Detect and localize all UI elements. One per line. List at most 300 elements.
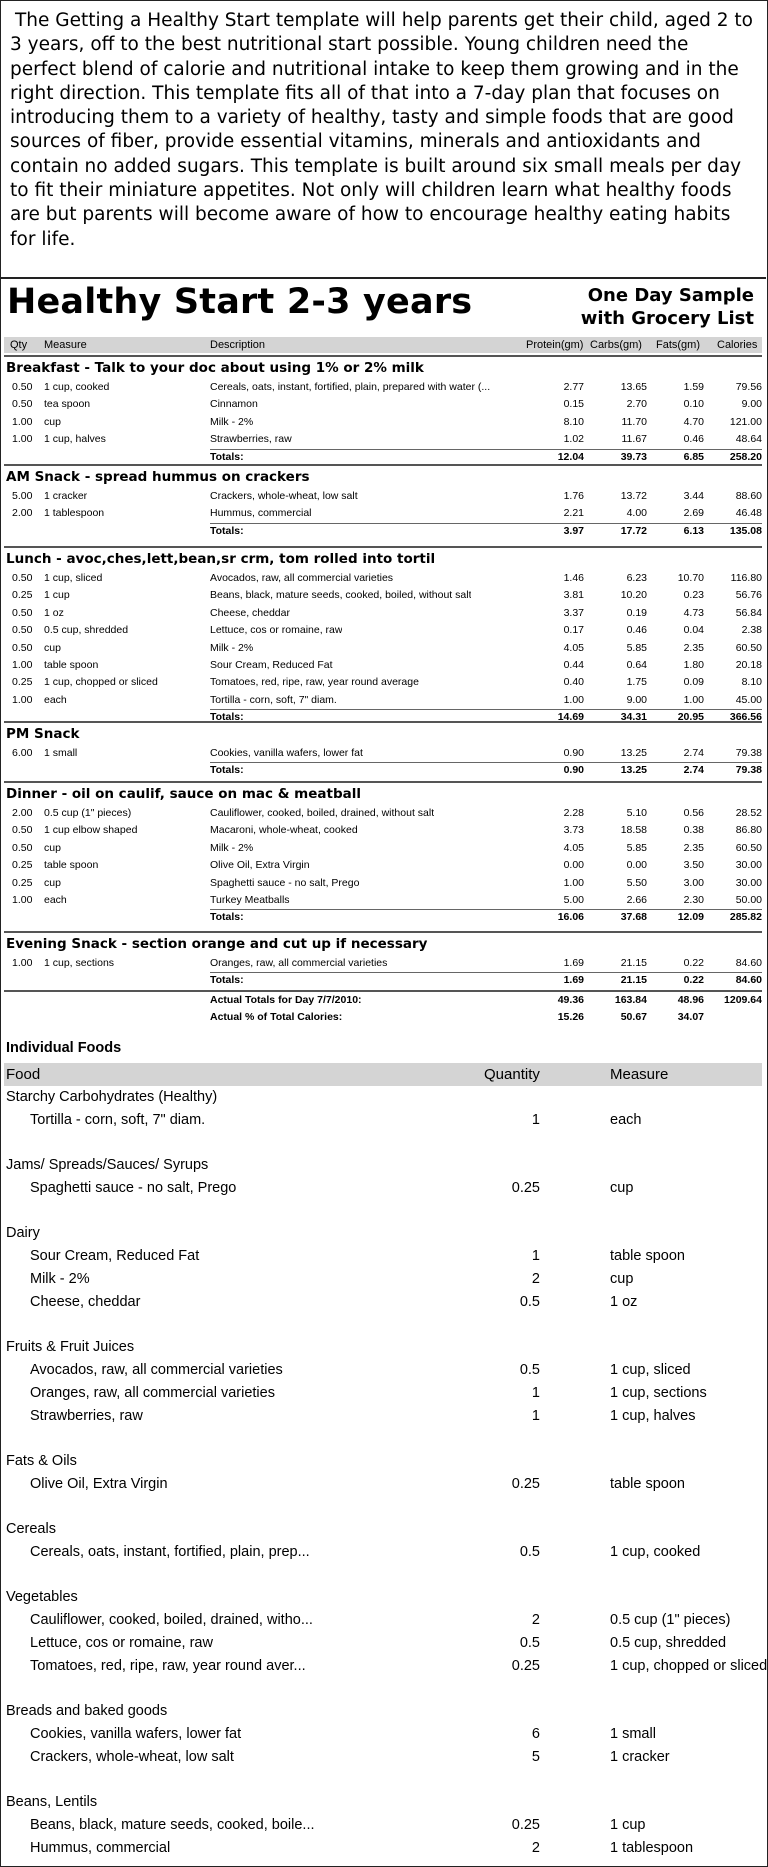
item-calories: 79.38 bbox=[735, 747, 762, 759]
totals-calories: 366.56 bbox=[729, 711, 762, 724]
food-category: Fruits & Fruit Juices bbox=[6, 1339, 135, 1355]
food-quantity: 0.25 bbox=[511, 1658, 540, 1674]
item-fats: 1.80 bbox=[683, 658, 704, 671]
meal-section bbox=[4, 931, 762, 990]
food-name: Beans, black, mature seeds, cooked, boile... bbox=[30, 1817, 315, 1833]
meal-item-row bbox=[4, 396, 762, 413]
item-protein: 2.77 bbox=[563, 381, 584, 393]
meal-item-row bbox=[4, 805, 762, 822]
food-measure: 1 cup, halves bbox=[610, 1408, 696, 1424]
totals-fats: 20.95 bbox=[677, 711, 704, 724]
percent-fats: 34.07 bbox=[677, 1011, 704, 1024]
item-calories: 9.00 bbox=[741, 398, 762, 411]
meal-item-row bbox=[4, 587, 762, 604]
col-food-measure: Measure bbox=[610, 1066, 669, 1083]
item-protein: 1.00 bbox=[563, 693, 584, 706]
item-description: Cinnamon bbox=[210, 398, 258, 411]
individual-foods-title: Individual Foods bbox=[6, 1040, 122, 1056]
item-measure: cup bbox=[44, 876, 61, 889]
item-protein: 0.90 bbox=[563, 747, 584, 759]
actual-totals-row bbox=[4, 992, 762, 1009]
item-measure: 1 cup, cooked bbox=[44, 381, 110, 393]
item-measure: 0.5 cup, shredded bbox=[44, 624, 129, 637]
item-fats: 10.70 bbox=[677, 572, 704, 584]
percent-protein: 15.26 bbox=[557, 1011, 584, 1024]
page-title: Healthy Start 2-3 years bbox=[7, 282, 473, 322]
item-fats: 0.46 bbox=[683, 433, 704, 446]
item-protein: 4.05 bbox=[563, 641, 584, 654]
item-protein: 8.10 bbox=[563, 415, 584, 428]
food-quantity: 1 bbox=[531, 1408, 540, 1424]
item-fats: 2.30 bbox=[683, 893, 704, 906]
food-category: Beans, Lentils bbox=[6, 1794, 98, 1810]
food-row bbox=[4, 1723, 762, 1746]
category-gap bbox=[4, 1496, 762, 1518]
totals-carbs: 17.72 bbox=[620, 524, 647, 537]
item-calories: 45.00 bbox=[735, 693, 762, 706]
actual-totals-label: Actual Totals for Day 7/7/2010: bbox=[210, 994, 362, 1006]
food-row bbox=[4, 1359, 762, 1382]
totals-divider bbox=[210, 972, 762, 973]
item-carbs: 5.85 bbox=[626, 841, 647, 854]
item-qty: 5.00 bbox=[12, 490, 33, 502]
item-qty: 0.50 bbox=[12, 624, 33, 637]
item-measure: each bbox=[44, 893, 67, 906]
sample-line-1: One Day Sample bbox=[587, 285, 754, 306]
totals-carbs: 37.68 bbox=[620, 911, 647, 924]
totals-fats: 2.74 bbox=[683, 764, 704, 777]
item-description: Sour Cream, Reduced Fat bbox=[210, 658, 333, 671]
item-carbs: 0.64 bbox=[626, 658, 647, 671]
totals-label: Totals: bbox=[210, 524, 244, 537]
food-quantity: 6 bbox=[531, 1726, 540, 1742]
item-calories: 48.64 bbox=[735, 433, 762, 446]
food-measure: each bbox=[610, 1112, 642, 1128]
item-calories: 56.84 bbox=[735, 606, 762, 619]
category-gap bbox=[4, 1428, 762, 1450]
item-description: Milk - 2% bbox=[210, 415, 254, 428]
item-fats: 4.70 bbox=[683, 415, 704, 428]
totals-label: Totals: bbox=[210, 974, 244, 987]
food-quantity: 0.5 bbox=[519, 1544, 540, 1560]
item-calories: 30.00 bbox=[735, 876, 762, 889]
col-protein: Protein(gm) bbox=[526, 339, 584, 351]
item-fats: 0.38 bbox=[683, 824, 704, 837]
total-carbs: 163.84 bbox=[614, 994, 647, 1006]
item-calories: 50.00 bbox=[735, 893, 762, 906]
food-category: Dairy bbox=[6, 1225, 40, 1241]
meal-item-row bbox=[4, 657, 762, 674]
item-description: Tomatoes, red, ripe, raw, year round average bbox=[210, 676, 419, 689]
item-calories: 84.60 bbox=[735, 957, 762, 969]
meal-item-row bbox=[4, 692, 762, 709]
item-measure: cup bbox=[44, 415, 61, 428]
food-row bbox=[4, 1245, 762, 1268]
item-carbs: 9.00 bbox=[626, 693, 647, 706]
col-food: Food bbox=[6, 1066, 41, 1083]
food-name: Cookies, vanilla wafers, lower fat bbox=[30, 1726, 242, 1742]
food-quantity: 1 bbox=[531, 1248, 540, 1264]
category-gap bbox=[4, 1200, 762, 1222]
food-quantity: 2 bbox=[531, 1840, 540, 1856]
totals-carbs: 21.15 bbox=[620, 974, 647, 987]
item-carbs: 21.15 bbox=[620, 957, 647, 969]
item-qty: 6.00 bbox=[12, 747, 33, 759]
food-measure: cup bbox=[610, 1180, 634, 1196]
item-description: Milk - 2% bbox=[210, 641, 254, 654]
item-carbs: 11.67 bbox=[621, 433, 647, 446]
item-measure: 1 cup bbox=[44, 589, 70, 602]
totals-protein: 3.97 bbox=[563, 524, 584, 537]
item-measure: 1 cup, halves bbox=[44, 433, 106, 446]
item-description: Cheese, cheddar bbox=[210, 606, 290, 619]
item-description: Turkey Meatballs bbox=[210, 893, 290, 906]
item-description: Strawberries, raw bbox=[210, 433, 292, 446]
meal-item-row bbox=[4, 640, 762, 657]
meal-item-row bbox=[4, 505, 762, 522]
item-fats: 4.73 bbox=[683, 606, 704, 619]
item-description: Hummus, commercial bbox=[210, 507, 312, 520]
meal-item-row bbox=[4, 745, 762, 762]
food-row bbox=[4, 1405, 762, 1428]
item-description: Spaghetti sauce - no salt, Prego bbox=[210, 876, 360, 889]
item-fats: 3.44 bbox=[683, 490, 704, 502]
food-measure: table spoon bbox=[610, 1476, 685, 1492]
meal-title: Lunch - avoc,ches,lett,bean,sr crm, tom rolled into tortil bbox=[4, 546, 762, 570]
meal-item-row bbox=[4, 892, 762, 909]
food-quantity: 5 bbox=[531, 1749, 540, 1765]
meal-totals-row bbox=[4, 762, 762, 779]
totals-label: Totals: bbox=[210, 450, 244, 463]
meal-item-row bbox=[4, 674, 762, 691]
totals-protein: 14.69 bbox=[557, 711, 584, 724]
item-carbs: 11.70 bbox=[621, 415, 647, 428]
meal-table-header bbox=[4, 337, 762, 353]
individual-foods-list bbox=[4, 1086, 768, 1860]
item-measure: table spoon bbox=[44, 859, 99, 872]
food-row bbox=[4, 1837, 762, 1860]
food-quantity: 0.5 bbox=[519, 1362, 540, 1378]
food-quantity: 1 bbox=[531, 1112, 540, 1128]
food-category: Fats & Oils bbox=[6, 1453, 77, 1469]
item-measure: table spoon bbox=[44, 658, 99, 671]
total-calories: 1209.64 bbox=[724, 994, 762, 1006]
food-category: Starchy Carbohydrates (Healthy) bbox=[6, 1089, 218, 1105]
food-name: Cauliflower, cooked, boiled, drained, witho... bbox=[30, 1612, 313, 1628]
food-category: Vegetables bbox=[6, 1589, 78, 1605]
category-gap bbox=[4, 1564, 762, 1586]
meal-title: Breakfast - Talk to your doc about using 1% or 2% milk bbox=[4, 355, 762, 379]
food-row bbox=[4, 1632, 762, 1655]
col-measure: Measure bbox=[44, 339, 87, 351]
meal-totals-row bbox=[4, 909, 762, 926]
item-carbs: 6.23 bbox=[626, 572, 647, 584]
food-name: Olive Oil, Extra Virgin bbox=[30, 1476, 168, 1492]
meal-section bbox=[4, 464, 762, 540]
meal-item-row bbox=[4, 857, 762, 874]
item-qty: 0.50 bbox=[12, 398, 33, 411]
item-fats: 3.50 bbox=[683, 859, 704, 872]
item-protein: 1.76 bbox=[563, 490, 584, 502]
item-qty: 1.00 bbox=[12, 693, 33, 706]
percent-label: Actual % of Total Calories: bbox=[210, 1011, 343, 1024]
item-measure: 1 small bbox=[44, 747, 78, 759]
item-carbs: 0.00 bbox=[626, 859, 647, 872]
item-description: Cookies, vanilla wafers, lower fat bbox=[210, 747, 363, 759]
totals-label: Totals: bbox=[210, 911, 244, 924]
food-name: Cheese, cheddar bbox=[30, 1294, 141, 1310]
meal-item-row bbox=[4, 605, 762, 622]
item-fats: 0.23 bbox=[683, 589, 704, 602]
totals-protein: 12.04 bbox=[557, 450, 584, 463]
category-gap bbox=[4, 1678, 762, 1700]
food-row bbox=[4, 1291, 762, 1314]
food-row bbox=[4, 1473, 762, 1496]
food-quantity: 1 bbox=[531, 1385, 540, 1401]
meal-item-row bbox=[4, 875, 762, 892]
food-measure: 1 tablespoon bbox=[610, 1840, 694, 1856]
food-measure: table spoon bbox=[610, 1248, 685, 1264]
totals-carbs: 13.25 bbox=[620, 764, 647, 777]
category-gap bbox=[4, 1769, 762, 1791]
food-measure: 1 small bbox=[610, 1726, 656, 1742]
item-protein: 3.81 bbox=[563, 589, 584, 602]
day-totals bbox=[4, 990, 762, 1027]
sample-line-2: with Grocery List bbox=[580, 308, 754, 329]
category-gap bbox=[4, 1314, 762, 1336]
food-row bbox=[4, 1655, 768, 1678]
food-measure: 1 cup, sections bbox=[610, 1385, 707, 1401]
intro-text: The Getting a Healthy Start template will help parents get their child, aged 2 to 3 years, off to the best nutritional start possible. Young children need the perfect blend of calorie and nutritional intake to keep them growing and in the right direction. This template fits all of that into a 7-day plan that focuses on introducing them to a variety of healthy, tasty and simple foods that are good sources of fiber, provide essential vitamins, minerals and antioxidants and contain no added sugars. This template is built around six small meals per day to fit their miniature appetites. Not only will children learn what healthy foods are but parents will become aware of how to encourage healthy eating habits for life. bbox=[10, 10, 753, 250]
item-description: Tortilla - corn, soft, 7" diam. bbox=[210, 693, 337, 706]
totals-calories: 135.08 bbox=[729, 524, 762, 537]
item-protein: 0.15 bbox=[563, 398, 584, 411]
meal-item-row bbox=[4, 431, 762, 448]
totals-divider bbox=[210, 449, 762, 450]
item-qty: 0.50 bbox=[12, 641, 33, 654]
item-protein: 0.00 bbox=[563, 859, 584, 872]
item-measure: 1 oz bbox=[44, 606, 64, 619]
totals-label: Totals: bbox=[210, 711, 244, 724]
item-protein: 3.73 bbox=[563, 824, 584, 837]
item-qty: 0.50 bbox=[12, 841, 33, 854]
item-protein: 3.37 bbox=[563, 606, 584, 619]
item-description: Beans, black, mature seeds, cooked, boiled, without salt bbox=[210, 589, 472, 602]
food-measure: 1 cup bbox=[610, 1817, 646, 1833]
meal-item-row bbox=[4, 414, 762, 431]
total-fats: 48.96 bbox=[677, 994, 704, 1006]
item-measure: each bbox=[44, 693, 67, 706]
item-protein: 0.17 bbox=[563, 624, 584, 637]
meal-item-row bbox=[4, 570, 762, 587]
item-description: Oranges, raw, all commercial varieties bbox=[210, 957, 388, 969]
item-calories: 60.50 bbox=[735, 841, 762, 854]
food-name: Milk - 2% bbox=[30, 1271, 90, 1287]
item-protein: 5.00 bbox=[563, 893, 584, 906]
meal-section bbox=[4, 355, 762, 466]
item-protein: 4.05 bbox=[563, 841, 584, 854]
item-carbs: 18.58 bbox=[620, 824, 647, 837]
food-measure: 1 cup, chopped or sliced bbox=[610, 1658, 768, 1674]
item-calories: 79.56 bbox=[735, 381, 762, 393]
totals-carbs: 39.73 bbox=[620, 450, 647, 463]
item-carbs: 1.75 bbox=[626, 676, 647, 689]
intro-panel bbox=[0, 0, 766, 279]
meal-totals-row bbox=[4, 523, 762, 540]
item-measure: 1 cup, chopped or sliced bbox=[44, 676, 158, 689]
item-calories: 20.18 bbox=[735, 658, 762, 671]
item-measure: 1 cup elbow shaped bbox=[44, 824, 138, 837]
meal-item-row bbox=[4, 840, 762, 857]
item-qty: 1.00 bbox=[12, 433, 33, 446]
item-protein: 1.00 bbox=[563, 876, 584, 889]
meal-section bbox=[4, 721, 762, 780]
food-measure: 1 cup, cooked bbox=[610, 1544, 701, 1560]
item-calories: 116.80 bbox=[730, 572, 762, 584]
item-protein: 0.40 bbox=[563, 676, 584, 689]
meal-title: AM Snack - spread hummus on crackers bbox=[4, 464, 762, 488]
item-carbs: 10.20 bbox=[620, 589, 647, 602]
individual-foods-header bbox=[4, 1063, 762, 1086]
item-carbs: 5.50 bbox=[626, 876, 647, 889]
food-name: Hummus, commercial bbox=[30, 1840, 171, 1856]
meal-item-row bbox=[4, 488, 762, 505]
item-protein: 1.46 bbox=[563, 572, 584, 584]
food-name: Tomatoes, red, ripe, raw, year round aver... bbox=[30, 1658, 306, 1674]
meal-title: Dinner - oil on caulif, sauce on mac & meatball bbox=[4, 781, 762, 805]
item-qty: 1.00 bbox=[12, 658, 33, 671]
item-qty: 1.00 bbox=[12, 957, 33, 969]
item-qty: 0.25 bbox=[12, 859, 33, 872]
item-calories: 86.80 bbox=[735, 824, 762, 837]
totals-protein: 0.90 bbox=[563, 764, 584, 777]
food-name: Sour Cream, Reduced Fat bbox=[30, 1248, 200, 1264]
item-carbs: 0.19 bbox=[626, 606, 647, 619]
item-protein: 2.28 bbox=[563, 807, 584, 819]
item-fats: 1.00 bbox=[683, 693, 704, 706]
totals-calories: 84.60 bbox=[735, 974, 762, 987]
item-description: Lettuce, cos or romaine, raw bbox=[210, 624, 343, 637]
item-calories: 56.76 bbox=[735, 589, 762, 602]
meal-section bbox=[4, 546, 762, 727]
item-fats: 2.35 bbox=[683, 841, 704, 854]
food-name: Avocados, raw, all commercial varieties bbox=[30, 1362, 283, 1378]
item-carbs: 4.00 bbox=[626, 507, 647, 520]
item-protein: 0.44 bbox=[563, 658, 584, 671]
item-fats: 0.22 bbox=[683, 957, 704, 969]
item-measure: 1 cracker bbox=[44, 490, 88, 502]
totals-divider bbox=[210, 709, 762, 710]
item-fats: 0.10 bbox=[683, 398, 704, 411]
item-description: Crackers, whole-wheat, low salt bbox=[210, 490, 358, 502]
totals-divider bbox=[210, 909, 762, 910]
food-name: Oranges, raw, all commercial varieties bbox=[30, 1385, 275, 1401]
col-fats: Fats(gm) bbox=[656, 339, 700, 351]
food-category: Cereals bbox=[6, 1521, 56, 1537]
item-description: Macaroni, whole-wheat, cooked bbox=[210, 824, 358, 837]
totals-calories: 258.20 bbox=[729, 450, 762, 463]
totals-calories: 79.38 bbox=[735, 764, 762, 777]
meal-item-row bbox=[4, 379, 762, 396]
food-category: Jams/ Spreads/Sauces/ Syrups bbox=[6, 1157, 209, 1173]
meal-item-row bbox=[4, 622, 762, 639]
food-row bbox=[4, 1541, 762, 1564]
item-calories: 121.00 bbox=[729, 415, 762, 428]
totals-carbs: 34.31 bbox=[620, 711, 647, 724]
totals-fats: 6.13 bbox=[683, 524, 704, 537]
food-category: Breads and baked goods bbox=[6, 1703, 168, 1719]
item-calories: 46.48 bbox=[735, 507, 762, 520]
item-carbs: 0.46 bbox=[626, 624, 647, 637]
food-name: Cereals, oats, instant, fortified, plain, prep... bbox=[30, 1544, 310, 1560]
food-quantity: 2 bbox=[531, 1612, 540, 1628]
item-protein: 1.02 bbox=[563, 433, 584, 446]
item-qty: 2.00 bbox=[12, 807, 33, 819]
item-measure: 0.5 cup (1" pieces) bbox=[44, 807, 132, 819]
food-quantity: 2 bbox=[531, 1271, 540, 1287]
food-measure: cup bbox=[610, 1271, 634, 1287]
category-gap bbox=[4, 1132, 762, 1154]
meal-title: PM Snack bbox=[4, 721, 762, 745]
item-description: Olive Oil, Extra Virgin bbox=[210, 859, 310, 872]
food-quantity: 0.25 bbox=[511, 1476, 540, 1492]
food-row bbox=[4, 1814, 762, 1837]
item-qty: 0.50 bbox=[12, 606, 33, 619]
food-measure: 1 oz bbox=[610, 1294, 638, 1310]
food-row bbox=[4, 1109, 762, 1132]
food-row bbox=[4, 1382, 762, 1405]
totals-divider bbox=[210, 762, 762, 763]
item-carbs: 2.66 bbox=[626, 893, 647, 906]
food-quantity: 0.25 bbox=[511, 1180, 540, 1196]
totals-fats: 6.85 bbox=[683, 450, 704, 463]
item-fats: 2.69 bbox=[683, 507, 704, 520]
food-quantity: 0.25 bbox=[511, 1817, 540, 1833]
meal-item-row bbox=[4, 822, 762, 839]
item-measure: 1 tablespoon bbox=[44, 507, 105, 520]
item-calories: 60.50 bbox=[735, 641, 762, 654]
col-qty: Qty bbox=[10, 339, 28, 351]
item-qty: 1.00 bbox=[12, 893, 33, 906]
item-protein: 1.69 bbox=[563, 957, 584, 969]
item-qty: 0.50 bbox=[12, 381, 33, 393]
food-row bbox=[4, 1746, 762, 1769]
item-protein: 2.21 bbox=[563, 507, 584, 520]
item-description: Cereals, oats, instant, fortified, plain, prepared with water (... bbox=[210, 381, 491, 393]
totals-divider bbox=[210, 523, 762, 524]
totals-fats: 12.09 bbox=[677, 911, 704, 924]
item-qty: 0.25 bbox=[12, 676, 33, 689]
item-description: Cauliflower, cooked, boiled, drained, without salt bbox=[210, 807, 435, 819]
item-qty: 2.00 bbox=[12, 507, 33, 520]
item-fats: 1.59 bbox=[683, 381, 704, 393]
item-qty: 0.50 bbox=[12, 824, 33, 837]
item-measure: tea spoon bbox=[44, 398, 91, 411]
totals-protein: 16.06 bbox=[557, 911, 584, 924]
item-fats: 2.35 bbox=[683, 641, 704, 654]
item-fats: 0.09 bbox=[683, 676, 704, 689]
food-measure: 1 cup, sliced bbox=[610, 1362, 691, 1378]
item-qty: 0.25 bbox=[12, 876, 33, 889]
food-row bbox=[4, 1177, 762, 1200]
col-quantity: Quantity bbox=[484, 1066, 540, 1083]
food-name: Tortilla - corn, soft, 7" diam. bbox=[30, 1112, 206, 1128]
item-carbs: 13.25 bbox=[620, 747, 647, 759]
item-measure: 1 cup, sliced bbox=[44, 572, 103, 584]
item-measure: cup bbox=[44, 841, 61, 854]
food-name: Spaghetti sauce - no salt, Prego bbox=[30, 1180, 237, 1196]
food-name: Lettuce, cos or romaine, raw bbox=[30, 1635, 213, 1651]
